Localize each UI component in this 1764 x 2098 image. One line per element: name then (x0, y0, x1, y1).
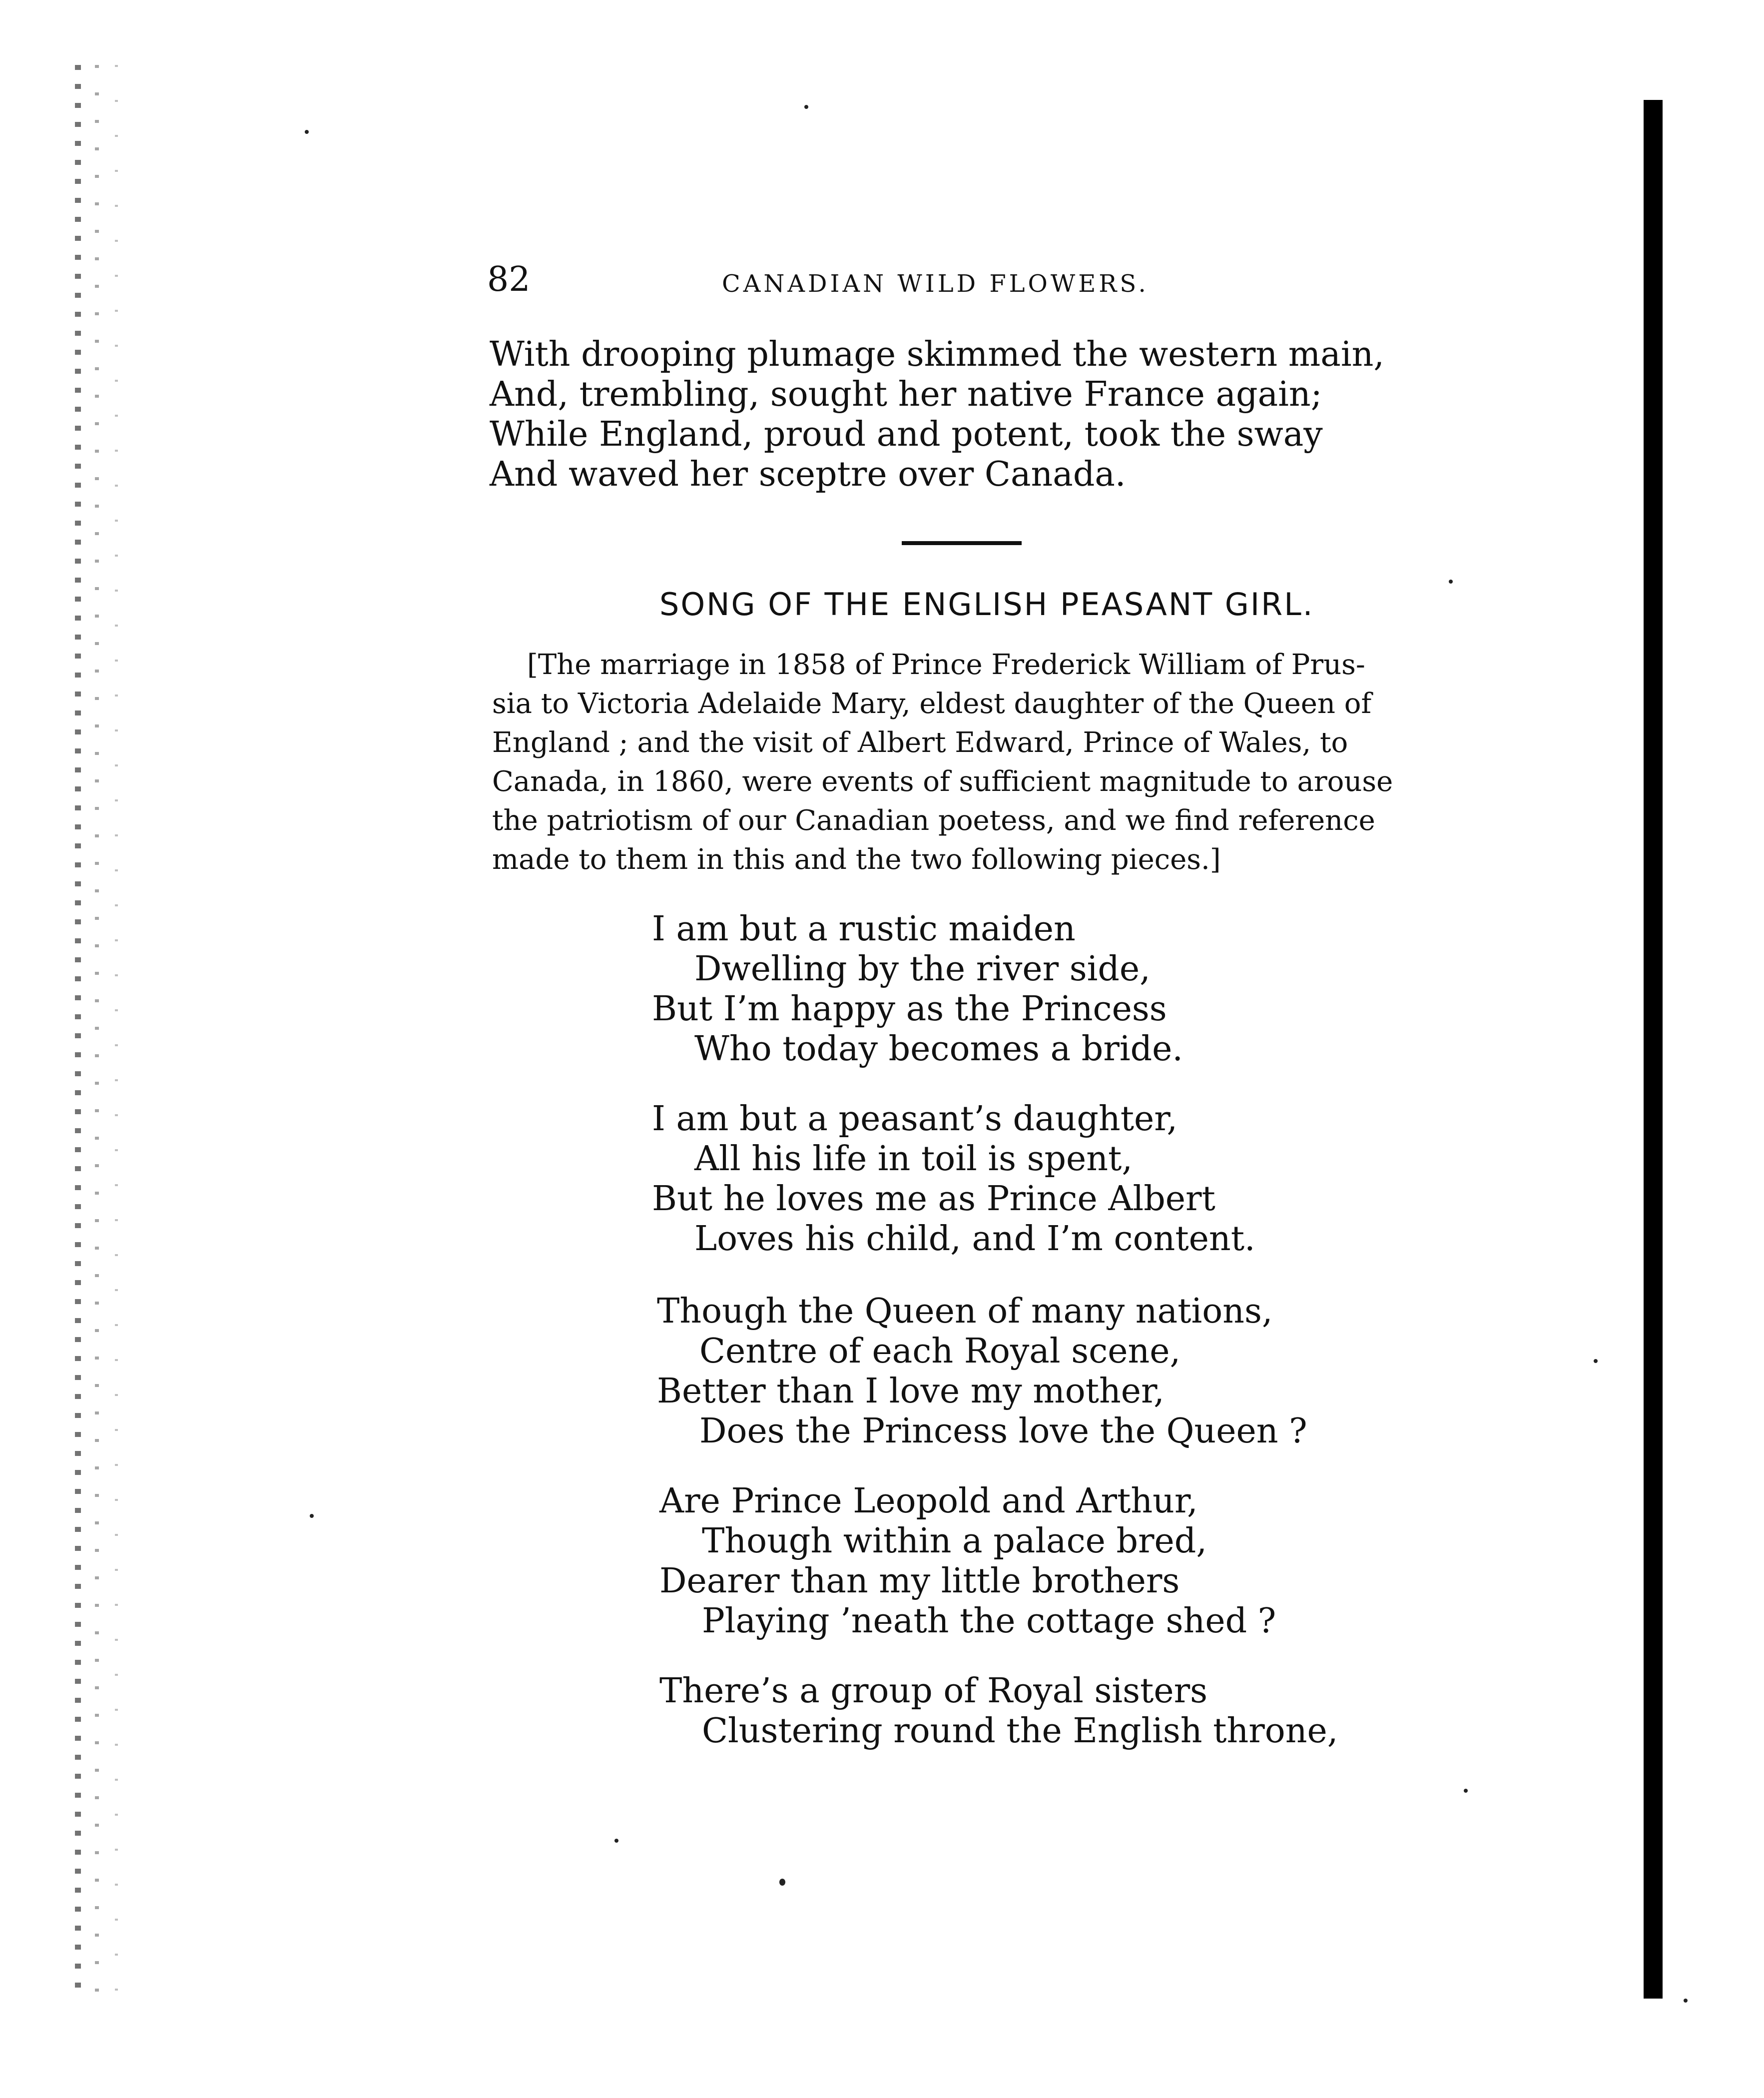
verse-line: Loves his child, and I’m content. (694, 1219, 1255, 1259)
running-head: CANADIAN WILD FLOWERS. (722, 270, 1149, 298)
scan-speck (1684, 1999, 1688, 2003)
verse-line: But he loves me as Prince Albert (652, 1179, 1215, 1219)
page-number: 82 (487, 260, 531, 299)
verse-line: Though the Queen of many nations, (657, 1292, 1273, 1331)
page-header (487, 257, 1386, 302)
verse-line: Dwelling by the river side, (694, 949, 1151, 989)
verse-line: All his life in toil is spent, (694, 1139, 1133, 1179)
note-line: Canada, in 1860, were events of sufficient magnitude to arouse (492, 765, 1393, 798)
verse-line: But I’m happy as the Princess (652, 989, 1167, 1029)
note-line: [The marriage in 1858 of Prince Frederick William of Prus- (527, 649, 1365, 681)
stanza-2 (652, 1099, 1255, 1259)
note-line: the patriotism of our Canadian poetess, and we find reference (492, 804, 1375, 837)
stanza-4 (659, 1481, 1276, 1641)
previous-poem-ending (490, 335, 1384, 495)
note-line: made to them in this and the two following pieces.] (492, 843, 1221, 876)
scan-border-bar (1644, 100, 1663, 1999)
editorial-note (492, 646, 1441, 879)
stanza-1 (652, 909, 1183, 1069)
scan-speck (305, 130, 309, 134)
verse-line: Who today becomes a bride. (694, 1029, 1183, 1069)
scan-speck (1464, 1789, 1468, 1793)
verse-line: While England, proud and potent, took the sway (490, 415, 1323, 454)
verse-line: I am but a peasant’s daughter, (652, 1099, 1177, 1139)
verse-line: Centre of each Royal scene, (699, 1332, 1181, 1371)
verse-line: Does the Princess love the Queen ? (699, 1411, 1307, 1451)
scan-speck (779, 1879, 785, 1886)
note-line: England ; and the visit of Albert Edward, Prince of Wales, to (492, 726, 1348, 759)
verse-line: Dearer than my little brothers (659, 1561, 1180, 1601)
stanza-5 (659, 1671, 1338, 1751)
scan-speck (1449, 580, 1453, 584)
verse-line: Though within a palace bred, (702, 1521, 1207, 1561)
stanza-3 (657, 1292, 1307, 1451)
verse-line: With drooping plumage skimmed the western main, (490, 335, 1384, 374)
note-line: sia to Victoria Adelaide Mary, eldest daughter of the Queen of (492, 688, 1372, 720)
verse-line: Playing ’neath the cottage shed ? (702, 1601, 1276, 1641)
verse-line: There’s a group of Royal sisters (659, 1671, 1208, 1711)
scan-speck (804, 105, 808, 109)
scan-speck (310, 1514, 314, 1518)
verse-line: And, trembling, sought her native France again; (490, 375, 1322, 414)
scan-speck (1594, 1359, 1598, 1363)
verse-line: Are Prince Leopold and Arthur, (659, 1481, 1198, 1521)
verse-line: And waved her sceptre over Canada. (490, 455, 1126, 494)
verse-line: Better than I love my mother, (657, 1372, 1165, 1411)
scan-edge-artifact (75, 65, 145, 1999)
verse-line: I am but a rustic maiden (652, 909, 1076, 949)
verse-line: Clustering round the English throne, (702, 1711, 1338, 1751)
section-rule (902, 541, 1022, 545)
poem-title: SONG OF THE ENGLISH PEASANT GIRL. (659, 586, 1314, 623)
scan-speck (614, 1839, 618, 1843)
